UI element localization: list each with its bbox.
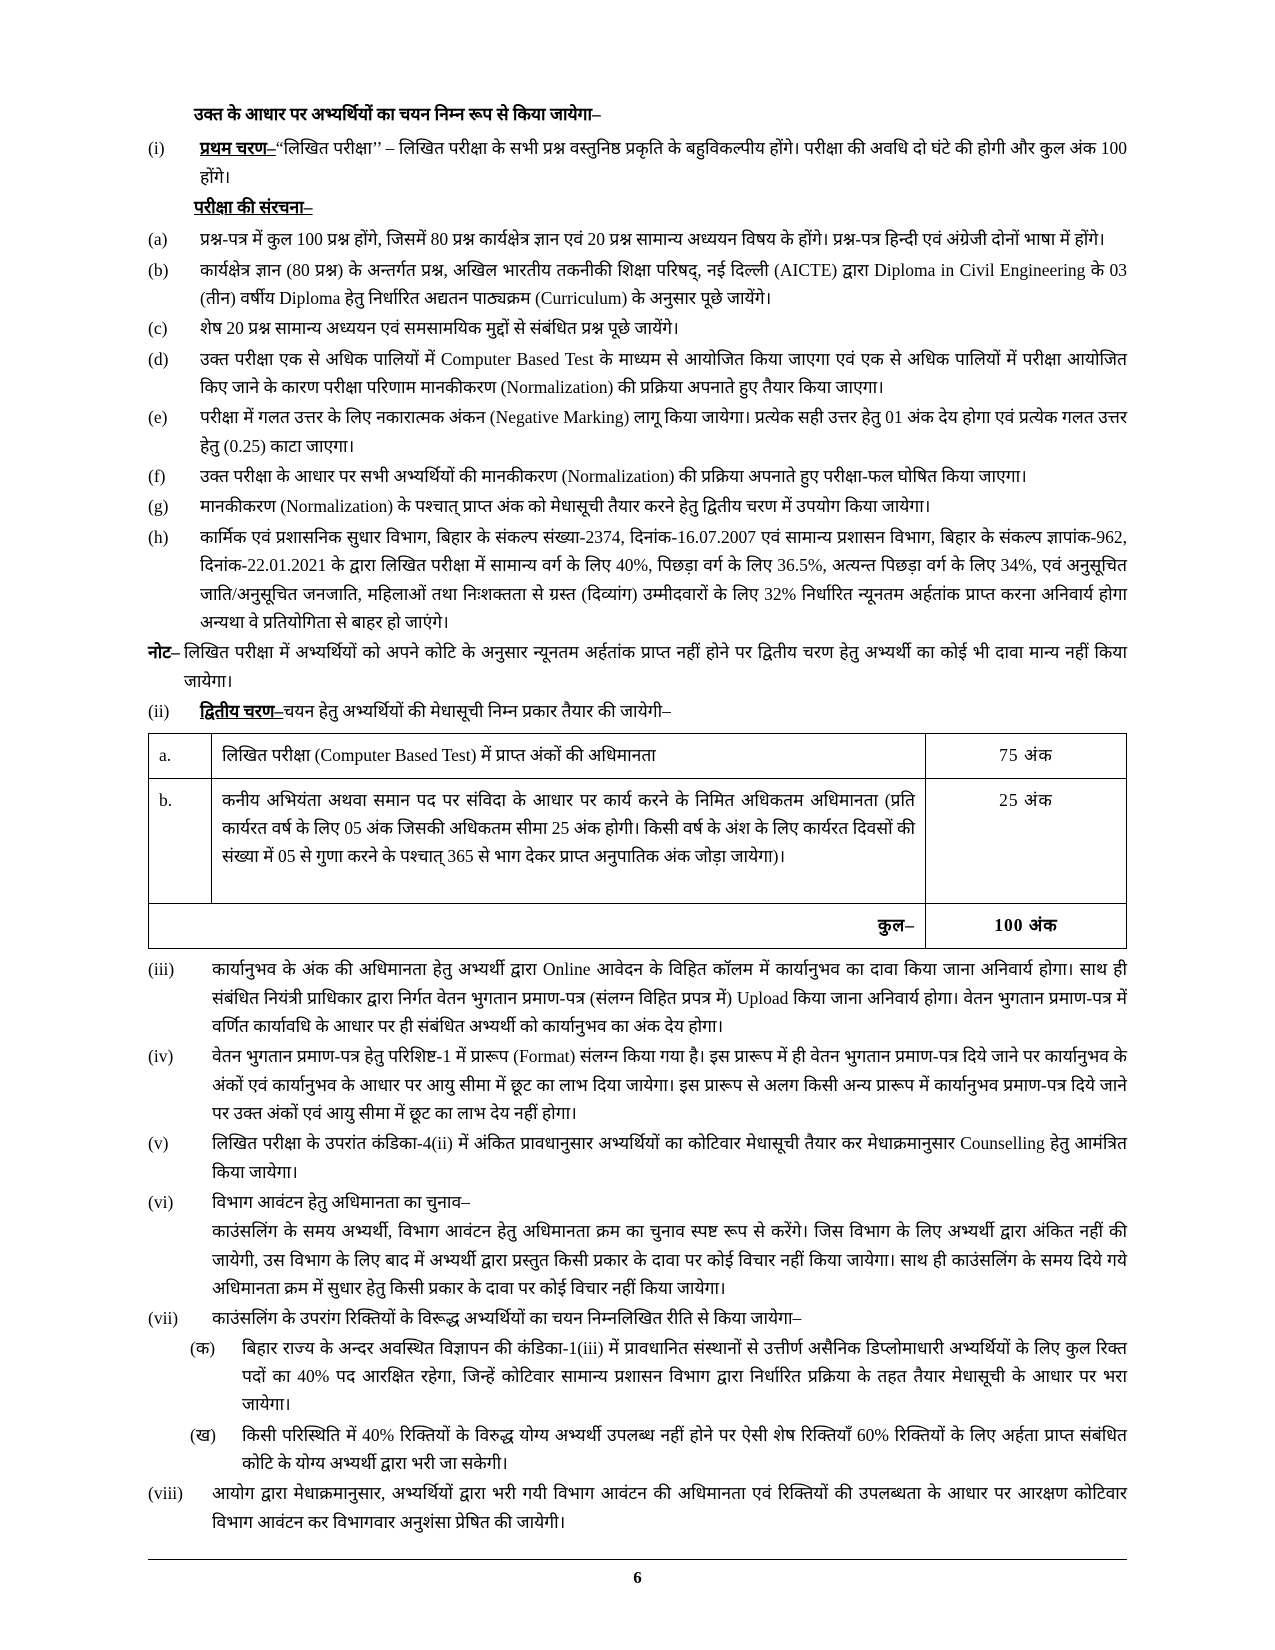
row-value: 25 अंक [926,779,1127,904]
list-subtext: काउंसलिंग के समय अभ्यर्थी, विभाग आवंटन हेतु अधिमानता क्रम का चुनाव स्पष्ट रूप से करेंगे। जिस विभाग के लिए अभ्यर्थी द्वारा अंकित नहीं की जायेगी, उस विभाग के लिए बाद में अभ्यर्थी द्वारा प्रस्तुत किसी प्रकार के दावा पर कोई विचार नहीं किया जायेगा। साथ ही काउंसलिंग के समय दिये गये अधिमानता क्रम में सुधार हेतु किसी प्रकार के दावा पर कोई विचार नहीं किया जायेगा। [212,1221,1127,1298]
list-item [148,314,1127,342]
note-text: लिखित परीक्षा में अभ्यर्थियों को अपने कोटि के अनुसार न्यूनतम अर्हतांक प्राप्त नहीं होने पर द्वितीय चरण हेतु अभ्यर्थी का कोई भी दावा मान्य नहीं किया जायेगा। [183,642,1127,691]
note-label-text: नोट– [148,642,180,663]
note-label [148,638,184,666]
list-marker: (g) [148,496,169,517]
list-text: विभाग आवंटन हेतु अधिमानता का चुनाव– [212,1191,470,1212]
total-label: कुल– [149,904,926,949]
list-marker: (d) [148,348,169,369]
list-text: कार्मिक एवं प्रशासनिक सुधार विभाग, बिहार के संकल्प संख्या-2374, दिनांक-16.07.2007 एवं सामान्य प्रशासन विभाग, बिहार के संकल्प ज्ञापांक-962, दिनांक-22.01.2021 के द्वारा लिखित परीक्षा में सामान्य वर्ग के लिए 40%, पिछड़ा वर्ग के लिए 36.5%, अत्यन्त पिछड़ा वर्ग के लिए 34%, एवं अनुसूचित जाति/अनुसूचित जनजाति, महिलाओं तथा निःशक्तता से ग्रस्त (दिव्यांग) उम्मीदवारों के लिए 32% निर्धारित न्यूनतम अर्हतांक प्राप्त करना अनिवार्य होगा अन्यथा वे प्रतियोगिता से बाहर हो जाएंगे। [200,526,1127,632]
second-stage-label: द्वितीय चरण– [200,700,284,721]
list-marker: (viii) [148,1483,183,1504]
exam-structure-heading-text: परीक्षा की संरचना– [194,197,313,218]
list-marker: (c) [148,318,168,339]
list-marker: (h) [148,526,169,547]
list-item [148,523,1127,636]
row-value: 75 अंक [926,734,1127,779]
page-number: 6 [633,1568,642,1587]
list-text: शेष 20 प्रश्न सामान्य अध्ययन एवं समसामयिक मुद्दों से संबंधित प्रश्न पूछे जायेंगे। [200,318,679,339]
list-marker: (i) [148,138,165,159]
row-description: कनीय अभियंता अथवा समान पद पर संविदा के आधार पर कार्य करने के निमित अधिकतम अधिमानता (प्रति कार्यरत वर्ष के लिए 05 अंक जिसकी अधिकतम सीमा 25 अंक होगी। किसी वर्ष के अंश के लिए कार्यरत दिवसों की संख्या में 05 से गुणा करने के पश्चात् 365 से भाग देकर प्राप्त अनुपातिक अंक जोड़ा जायेगा)। [212,779,926,904]
total-value: 100 अंक [926,904,1127,949]
list-marker: (ii) [148,700,170,721]
list-text: उक्त परीक्षा के आधार पर सभी अभ्यर्थियों की मानकीकरण (Normalization) की प्रक्रिया अपनाते हुए परीक्षा-फल घोषित किया जाएगा। [200,466,1027,487]
list-text: मानकीकरण (Normalization) के पश्चात् प्राप्त अंक को मेधासूची तैयार करने हेतु द्वितीय चरण में उपयोग किया जायेगा। [200,496,931,517]
list-item [148,345,1127,402]
list-item [148,697,1127,725]
list-item [148,1129,1127,1186]
row-description: लिखित परीक्षा (Computer Based Test) में प्राप्त अंकों की अधिमानता [212,734,926,779]
footer-divider [148,1559,1127,1560]
document-body [148,100,1127,1536]
section-heading [194,100,1127,128]
list-text: काउंसलिंग के उपरांग रिक्तियों के विरूद्ध अभ्यर्थियों का चयन निम्नलिखित रीति से किया जायेगा– [212,1308,802,1329]
list-item [148,492,1127,520]
row-index: b. [149,779,212,904]
table-row [149,779,1127,904]
list-text: कार्यक्षेत्र ज्ञान (80 प्रश्न) के अन्तर्गत प्रश्न, अखिल भारतीय तकनीकी शिक्षा परिषद्, नई दिल्ली (AICTE) द्वारा Diploma in Civil Engineering के 03 (तीन) वर्षीय Diploma हेतु निर्धारित अद्यतन पाठ्यक्रम (Curriculum) के अनुसार पूछे जायेंगे। [200,259,1127,309]
list-marker: (v) [148,1133,169,1154]
table-row [149,734,1127,779]
merit-marks-table [148,733,1127,949]
list-subtext-row [148,1217,1127,1302]
list-text: परीक्षा में गलत उत्तर के लिए नकारात्मक अंकन (Negative Marking) लागू किया जायेगा। प्रत्येक सही उत्तर हेतु 01 अंक देय होगा एवं प्रत्येक गलत उत्तर हेतु (0.25) काटा जाएगा। [200,407,1127,456]
list-marker: (iv) [148,1046,174,1067]
sub-list-item [190,1421,1127,1478]
note-item [148,638,1127,695]
list-item [148,955,1127,1040]
page-footer [148,1559,1127,1588]
list-item [148,462,1127,490]
list-marker: (a) [148,229,168,250]
section-heading-text: उक्त के आधार पर अभ्यर्थियों का चयन निम्न रूप से किया जायेगा– [194,104,601,124]
list-item [148,225,1127,253]
list-text: प्रश्न-पत्र में कुल 100 प्रश्न होंगे, जिसमें 80 प्रश्न कार्यक्षेत्र ज्ञान एवं 20 प्रश्न सामान्य अध्ययन विषय के होंगे। प्रश्न-पत्र हिन्दी एवं अंग्रेजी दोनों भाषा में होंगे। [200,229,1105,250]
list-marker: (vii) [148,1308,179,1329]
exam-structure-heading [194,193,1127,221]
list-marker: (vi) [148,1191,174,1212]
list-text [200,134,1127,191]
row-index: a. [149,734,212,779]
list-item [148,256,1127,313]
list-item [148,403,1127,460]
list-marker: (f) [148,466,166,487]
list-text: आयोग द्वारा मेधाक्रमानुसार, अभ्यर्थियों द्वारा भरी गयी विभाग आवंटन की अधिमानता एवं रिक्तियों की उपलब्धता के आधार पर आरक्षण कोटिवार विभाग आवंटन कर विभागवार अनुशंसा प्रेषित की जायेगी। [212,1483,1127,1532]
list-text [200,697,1127,725]
list-text: वेतन भुगतान प्रमाण-पत्र हेतु परिशिष्ट-1 में प्रारूप (Format) संलग्न किया गया है। इस प्रारूप में ही वेतन भुगतान प्रमाण-पत्र दिये जाने पर कार्यानुभव के अंकों एवं कार्यानुभव के आधार पर आयु सीमा में छूट का लाभ दिया जायेगा। इस प्रारूप से अलग किसी अन्य प्रारूप में कार्यानुभव प्रमाण-पत्र दिये जाने पर उक्त अंकों एवं आयु सीमा में छूट का लाभ देय नहीं होगा। [212,1046,1127,1123]
second-stage-text: चयन हेतु अभ्यर्थियों की मेधासूची निम्न प्रकार तैयार की जायेगी– [283,700,671,721]
list-text: उक्त परीक्षा एक से अधिक पालियों में Computer Based Test के माध्यम से आयोजित किया जाएगा एवं एक से अधिक पालियों में परीक्षा आयोजित किए जाने के कारण परीक्षा परिणाम मानकीकरण (Normalization) की प्रक्रिया अपनाते हुए तैयार किया जाएगा। [200,348,1127,398]
list-item [148,1042,1127,1127]
list-item [148,134,1127,191]
list-marker: (iii) [148,959,175,980]
list-text-bold: प्रथम चरण– [200,138,276,159]
list-item [148,1304,1127,1332]
list-text: लिखित परीक्षा के उपरांत कंडिका-4(ii) में अंकित प्रावधानुसार अभ्यर्थियों का कोटिवार मेधासूची तैयार कर मेधाक्रमानुसार Counselling हेतु आमंत्रित किया जायेगा। [212,1133,1127,1182]
sub-list [190,1334,1127,1478]
list-marker: (b) [148,259,169,280]
sub-list-text: बिहार राज्य के अन्दर अवस्थित विज्ञापन की कंडिका-1(iii) में प्रावधानित संस्थानों से उत्तीर्ण असैनिक डिप्लोमाधारी अभ्यर्थियों के लिए कुल रिक्त पदों का 40% पद आरक्षित रहेगा, जिन्हें कोटिवार सामान्य प्रशासन विभाग द्वारा निर्धारित प्रक्रिया के तहत तैयार मेधासूची के आधार पर भरा जायेगा। [242,1337,1127,1415]
list-text-rest: “लिखित परीक्षा’’ – लिखित परीक्षा के सभी प्रश्न वस्तुनिष्ठ प्रकृति के बहुविकल्पीय होंगे। परीक्षा की अवधि दो घंटे की होगी और कुल अंक 100 होंगे। [200,138,1127,187]
list-text: कार्यानुभव के अंक की अधिमानता हेतु अभ्यर्थी द्वारा Online आवेदन के विहित कॉलम में कार्यानुभव का दावा किया जाना अनिवार्य होगा। साथ ही संबंधित नियंत्री प्राधिकार द्वारा निर्गत वेतन भुगतान प्रमाण-पत्र (संलग्न विहित प्रपत्र में) Upload किया जाना अनिवार्य होगा। वेतन भुगतान प्रमाण-पत्र में वर्णित कार्यावधि के आधार पर ही संबंधित अभ्यर्थी को कार्यानुभव का अंक देय होगा। [212,959,1127,1036]
table-total-row [149,904,1127,949]
list-marker: (e) [148,407,168,428]
sub-list-item [190,1334,1127,1419]
list-item [148,1188,1127,1216]
list-item [148,1479,1127,1536]
sub-list-marker: (ख) [190,1424,216,1445]
sub-list-marker: (क) [190,1337,216,1358]
sub-list-text: किसी परिस्थिति में 40% रिक्तियों के विरुद्ध योग्य अभ्यर्थी उपलब्ध नहीं होने पर ऐसी शेष रिक्तियाँ 60% रिक्तियों के लिए अर्हता प्राप्त संबंधित कोटि के योग्य अभ्यर्थी द्वारा भरी जा सकेगी। [242,1424,1127,1474]
